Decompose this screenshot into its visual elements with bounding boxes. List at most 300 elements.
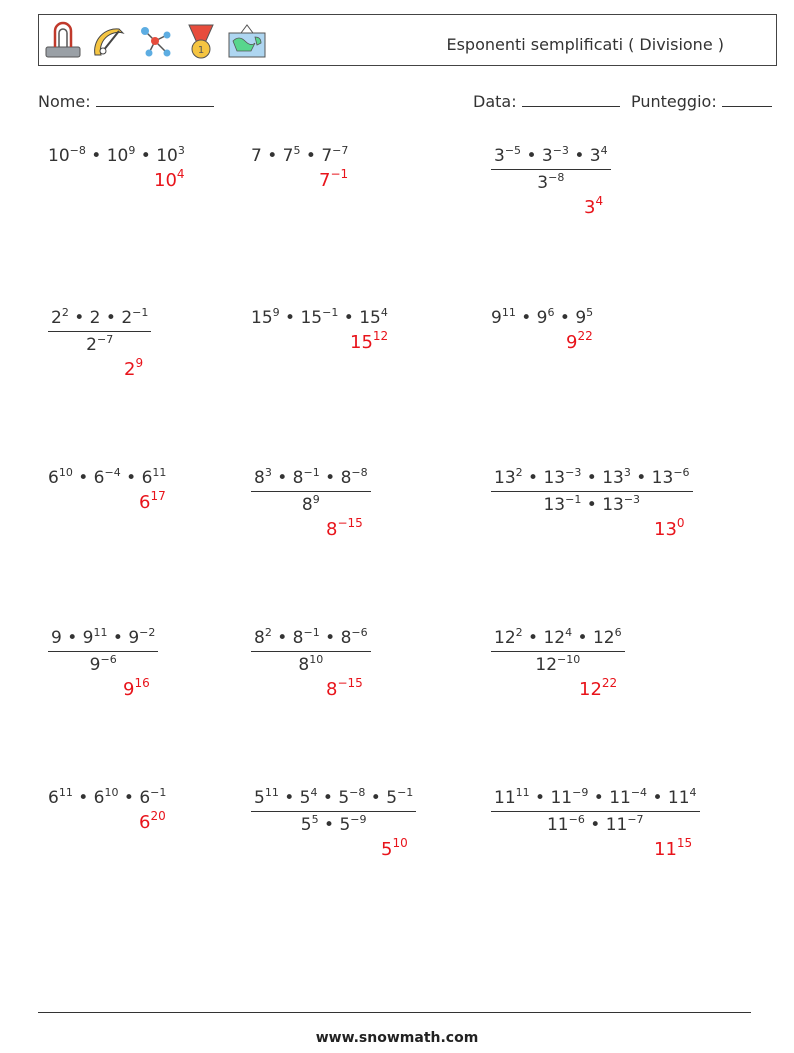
exponent: 4 — [380, 306, 388, 319]
exponent: 9 — [272, 306, 280, 319]
power-term — [652, 468, 690, 488]
base: 7 — [251, 146, 262, 166]
exponent: 9 — [312, 493, 320, 506]
base: 6 — [93, 788, 105, 808]
power-term — [128, 628, 155, 648]
fraction — [251, 468, 371, 515]
base: 9 — [89, 655, 101, 675]
answer-base: 12 — [579, 679, 602, 700]
power-term — [668, 788, 697, 808]
power-term — [301, 815, 319, 835]
answer-base: 7 — [319, 170, 331, 191]
power-term — [254, 468, 272, 488]
answer — [350, 329, 389, 353]
base: 15 — [251, 308, 273, 328]
problem-7 — [48, 466, 167, 513]
answer — [319, 167, 349, 191]
power-term — [547, 815, 585, 835]
base: 12 — [535, 655, 558, 675]
exponent: −1 — [322, 306, 339, 319]
base: 9 — [575, 308, 587, 328]
fraction — [491, 468, 693, 515]
binder-clip-icon — [43, 21, 83, 61]
exponent: 3 — [264, 466, 272, 479]
problem-2 — [251, 144, 349, 191]
multiply-dot: • — [568, 146, 590, 166]
answer — [654, 836, 693, 860]
expression — [251, 788, 416, 835]
answer — [139, 489, 166, 513]
power-term — [386, 788, 413, 808]
problem-13 — [48, 786, 167, 833]
score-field — [631, 92, 772, 111]
multiply-dot: • — [72, 788, 94, 808]
answer — [139, 809, 166, 833]
fraction — [491, 146, 611, 193]
base: 7 — [321, 146, 333, 166]
base: 5 — [299, 788, 311, 808]
expression — [491, 146, 611, 193]
numerator — [491, 628, 625, 652]
base: 12 — [543, 628, 566, 648]
base: 2 — [121, 308, 133, 328]
base: 2 — [86, 335, 97, 355]
exponent: −8 — [69, 144, 86, 157]
numerator — [48, 628, 158, 652]
base: 5 — [254, 788, 265, 808]
base: 9 — [82, 628, 94, 648]
multiply-dot: • — [521, 146, 542, 166]
power-term — [590, 146, 608, 166]
answer — [154, 167, 185, 191]
power-term — [283, 146, 301, 166]
medal-icon — [181, 21, 221, 61]
exponent: 2 — [515, 466, 523, 479]
exponent: 6 — [547, 306, 555, 319]
answer-base: 6 — [139, 812, 151, 833]
expression — [251, 628, 371, 675]
expression — [251, 146, 348, 166]
base: 5 — [300, 815, 312, 835]
score-blank[interactable] — [722, 92, 772, 107]
answer-base: 9 — [566, 332, 578, 353]
answer-exponent: 0 — [676, 516, 685, 530]
problem-15 — [491, 786, 700, 860]
base: 3 — [589, 146, 601, 166]
base: 12 — [494, 628, 516, 648]
power-term — [51, 628, 62, 648]
base: 11 — [550, 788, 573, 808]
denominator — [48, 652, 158, 675]
answer — [326, 516, 363, 540]
exponent: −5 — [504, 144, 522, 157]
exponent: −6 — [673, 466, 690, 479]
fraction — [251, 788, 416, 835]
base: 11 — [605, 815, 628, 835]
exponent: 10 — [58, 466, 73, 479]
exponent: −6 — [568, 813, 585, 826]
multiply-dot: • — [522, 628, 544, 648]
multiply-dot: • — [261, 146, 283, 166]
answer-base: 8 — [326, 679, 338, 700]
answer-exponent: 10 — [392, 836, 408, 850]
problem-4 — [48, 306, 151, 380]
multiply-dot: • — [647, 788, 668, 808]
power-term — [254, 628, 272, 648]
power-term — [593, 628, 622, 648]
exponent: −2 — [139, 626, 156, 639]
answer-base: 2 — [124, 359, 136, 380]
numerator — [251, 628, 371, 652]
power-term — [139, 788, 166, 808]
base: 6 — [48, 468, 59, 488]
expression — [48, 788, 166, 808]
expression — [48, 628, 158, 675]
base: 3 — [494, 146, 505, 166]
date-field — [473, 92, 620, 111]
base: 8 — [340, 468, 352, 488]
worksheet-title: Esponenti semplificati ( Divisione ) — [446, 35, 724, 54]
denominator — [48, 332, 151, 355]
exponent: 5 — [311, 813, 319, 826]
base: 15 — [359, 308, 381, 328]
base: 13 — [602, 495, 624, 515]
numerator — [251, 788, 416, 812]
power-term — [494, 788, 530, 808]
exponent: −8 — [349, 786, 366, 799]
exponent: −10 — [557, 653, 581, 666]
problem-6 — [491, 306, 594, 353]
problem-1 — [48, 144, 185, 191]
multiply-dot: • — [118, 788, 140, 808]
power-term — [254, 788, 279, 808]
power-term — [537, 308, 555, 328]
exponent: −7 — [97, 333, 114, 346]
answer-exponent: 4 — [176, 167, 185, 181]
exponent: 2 — [264, 626, 272, 639]
numerator — [48, 308, 151, 332]
problem-12 — [491, 626, 625, 700]
base: 3 — [541, 146, 553, 166]
power-term — [359, 308, 388, 328]
multiply-dot: • — [300, 146, 322, 166]
power-term — [341, 468, 368, 488]
exponent: −3 — [623, 493, 641, 506]
answer-base: 9 — [123, 679, 135, 700]
base: 8 — [254, 628, 265, 648]
power-term — [302, 495, 320, 515]
base: 13 — [602, 468, 624, 488]
answer-base: 11 — [654, 839, 677, 860]
power-term — [51, 308, 69, 328]
answer-base: 8 — [326, 519, 338, 540]
footer-divider — [38, 1012, 751, 1013]
multiply-dot: • — [522, 468, 544, 488]
exponent: 4 — [565, 626, 573, 639]
multiply-dot: • — [588, 788, 610, 808]
multiply-dot: • — [278, 788, 300, 808]
expression — [251, 308, 388, 328]
problem-14 — [251, 786, 416, 860]
base: 9 — [491, 308, 502, 328]
answer-exponent: 17 — [150, 489, 166, 503]
multiply-dot: • — [338, 308, 360, 328]
power-term — [90, 308, 101, 328]
base: 5 — [339, 815, 351, 835]
exponent: 10 — [309, 653, 324, 666]
base: 11 — [494, 788, 516, 808]
expression — [491, 788, 700, 835]
power-term — [543, 495, 581, 515]
multiply-dot: • — [85, 146, 107, 166]
expression — [48, 468, 166, 488]
multiply-dot: • — [279, 308, 301, 328]
expression — [491, 468, 693, 515]
base: 8 — [292, 468, 304, 488]
power-term — [537, 173, 564, 193]
numerator — [491, 468, 693, 492]
exponent: 2 — [61, 306, 69, 319]
power-term — [121, 308, 148, 328]
answer-exponent: −15 — [337, 516, 363, 530]
exponent: −9 — [350, 813, 367, 826]
answer-base: 5 — [381, 839, 393, 860]
exponent: 11 — [264, 786, 279, 799]
multiply-dot: • — [515, 308, 537, 328]
exponent: −4 — [630, 786, 648, 799]
exponent: −8 — [351, 466, 368, 479]
multiply-dot: • — [319, 468, 341, 488]
power-term — [602, 495, 640, 515]
power-term — [94, 788, 119, 808]
exponent: −1 — [565, 493, 582, 506]
answer-base: 3 — [584, 197, 596, 218]
power-term — [48, 468, 73, 488]
multiply-dot: • — [529, 788, 551, 808]
power-term — [300, 308, 338, 328]
power-term — [542, 146, 569, 166]
multiply-dot: • — [120, 468, 142, 488]
base: 6 — [48, 788, 59, 808]
base: 8 — [340, 628, 352, 648]
exponent: 2 — [515, 626, 523, 639]
date-blank[interactable] — [522, 92, 620, 107]
exponent: 10 — [104, 786, 119, 799]
base: 13 — [651, 468, 674, 488]
multiply-dot: • — [271, 468, 293, 488]
exponent: 3 — [177, 144, 185, 157]
answer-base: 10 — [154, 170, 177, 191]
fraction — [48, 628, 158, 675]
name-field — [38, 92, 214, 111]
exponent: −3 — [552, 144, 569, 157]
exponent: 4 — [310, 786, 318, 799]
expression — [251, 468, 371, 515]
multiply-dot: • — [100, 308, 122, 328]
base: 8 — [254, 468, 265, 488]
base: 13 — [543, 495, 566, 515]
answer-exponent: 22 — [601, 676, 618, 690]
power-term — [339, 815, 366, 835]
expression — [491, 628, 625, 675]
molecule-icon — [135, 21, 175, 61]
denominator — [251, 652, 371, 675]
answer-exponent: 22 — [577, 329, 593, 343]
problem-11 — [251, 626, 371, 700]
exponent: −1 — [132, 306, 149, 319]
problem-10 — [48, 626, 158, 700]
denominator — [251, 492, 371, 515]
power-term — [107, 146, 136, 166]
problem-5 — [251, 306, 389, 353]
denominator — [491, 170, 611, 193]
base: 6 — [93, 468, 105, 488]
base: 15 — [300, 308, 323, 328]
base: 13 — [543, 468, 566, 488]
answer-exponent: −1 — [330, 167, 349, 181]
power-term — [86, 335, 113, 355]
multiply-dot: • — [581, 468, 603, 488]
base: 7 — [282, 146, 294, 166]
power-term — [83, 628, 108, 648]
answer — [579, 676, 618, 700]
answer — [566, 329, 593, 353]
base: 2 — [51, 308, 62, 328]
answer-exponent: 9 — [135, 356, 144, 370]
power-term — [494, 146, 521, 166]
multiply-dot: • — [68, 308, 90, 328]
power-term — [48, 788, 73, 808]
power-term — [606, 815, 644, 835]
exponent: −3 — [565, 466, 582, 479]
power-term — [338, 788, 365, 808]
power-term — [298, 655, 323, 675]
base: 2 — [89, 308, 101, 328]
answer — [584, 194, 604, 218]
exponent: −9 — [572, 786, 589, 799]
base: 3 — [537, 173, 549, 193]
expression — [491, 308, 593, 328]
exponent: −7 — [627, 813, 644, 826]
svg-text:1: 1 — [197, 45, 205, 56]
map-icon — [227, 21, 267, 61]
answer-exponent: 20 — [150, 809, 166, 823]
name-blank[interactable] — [96, 92, 214, 107]
power-term — [550, 788, 588, 808]
problem-9 — [491, 466, 693, 540]
multiply-dot: • — [72, 468, 94, 488]
power-term — [300, 788, 318, 808]
fraction — [491, 628, 625, 675]
denominator — [251, 812, 416, 835]
power-term — [575, 308, 593, 328]
answer — [123, 676, 150, 700]
answer-exponent: 4 — [595, 194, 604, 208]
exponent: −6 — [100, 653, 117, 666]
base: 8 — [301, 495, 313, 515]
numerator — [251, 468, 371, 492]
exponent: 11 — [501, 306, 516, 319]
power-term — [609, 788, 647, 808]
power-term — [90, 655, 117, 675]
base: 5 — [386, 788, 398, 808]
answer — [124, 356, 144, 380]
multiply-dot: • — [61, 628, 83, 648]
exponent: −1 — [303, 626, 320, 639]
protractor-icon — [89, 21, 129, 61]
expression — [48, 308, 151, 355]
base: 12 — [592, 628, 615, 648]
base: 8 — [292, 628, 304, 648]
base: 11 — [667, 788, 690, 808]
answer-exponent: 16 — [134, 676, 150, 690]
multiply-dot: • — [630, 468, 652, 488]
denominator — [491, 812, 700, 835]
answer-exponent: 15 — [676, 836, 693, 850]
multiply-dot: • — [318, 815, 340, 835]
base: 10 — [106, 146, 129, 166]
multiply-dot: • — [319, 628, 341, 648]
problem-3 — [491, 144, 611, 218]
denominator — [491, 492, 693, 515]
score-label: Punteggio: — [631, 92, 717, 111]
exponent: 9 — [128, 144, 136, 157]
exponent: 11 — [152, 466, 167, 479]
power-term — [494, 468, 523, 488]
base: 13 — [494, 468, 516, 488]
exponent: 6 — [614, 626, 622, 639]
power-term — [142, 468, 167, 488]
fraction — [491, 788, 700, 835]
exponent: 11 — [93, 626, 108, 639]
exponent: −1 — [303, 466, 320, 479]
exponent: 11 — [515, 786, 530, 799]
answer-base: 6 — [139, 492, 151, 513]
power-term — [491, 308, 516, 328]
problem-8 — [251, 466, 371, 540]
power-term — [251, 308, 280, 328]
numerator — [491, 788, 700, 812]
exponent: 3 — [623, 466, 631, 479]
base: 6 — [139, 788, 151, 808]
name-label: Nome: — [38, 92, 91, 111]
exponent: −8 — [548, 171, 565, 184]
header-icons — [43, 21, 267, 61]
multiply-dot: • — [135, 146, 157, 166]
base: 6 — [141, 468, 153, 488]
multiply-dot: • — [581, 495, 603, 515]
power-term — [602, 468, 631, 488]
multiply-dot: • — [554, 308, 576, 328]
base: 8 — [298, 655, 310, 675]
base: 9 — [128, 628, 140, 648]
power-term — [293, 468, 320, 488]
power-term — [156, 146, 185, 166]
footer-url: www.snowmath.com — [315, 1030, 479, 1046]
exponent: −1 — [150, 786, 167, 799]
exponent: −4 — [104, 466, 121, 479]
multiply-dot: • — [271, 628, 293, 648]
power-term — [494, 628, 523, 648]
answer-base: 13 — [654, 519, 677, 540]
answer-exponent: 12 — [372, 329, 389, 343]
date-label: Data: — [473, 92, 517, 111]
answer — [326, 676, 363, 700]
numerator — [491, 146, 611, 170]
exponent: −1 — [397, 786, 414, 799]
answer — [381, 836, 408, 860]
power-term — [535, 655, 580, 675]
